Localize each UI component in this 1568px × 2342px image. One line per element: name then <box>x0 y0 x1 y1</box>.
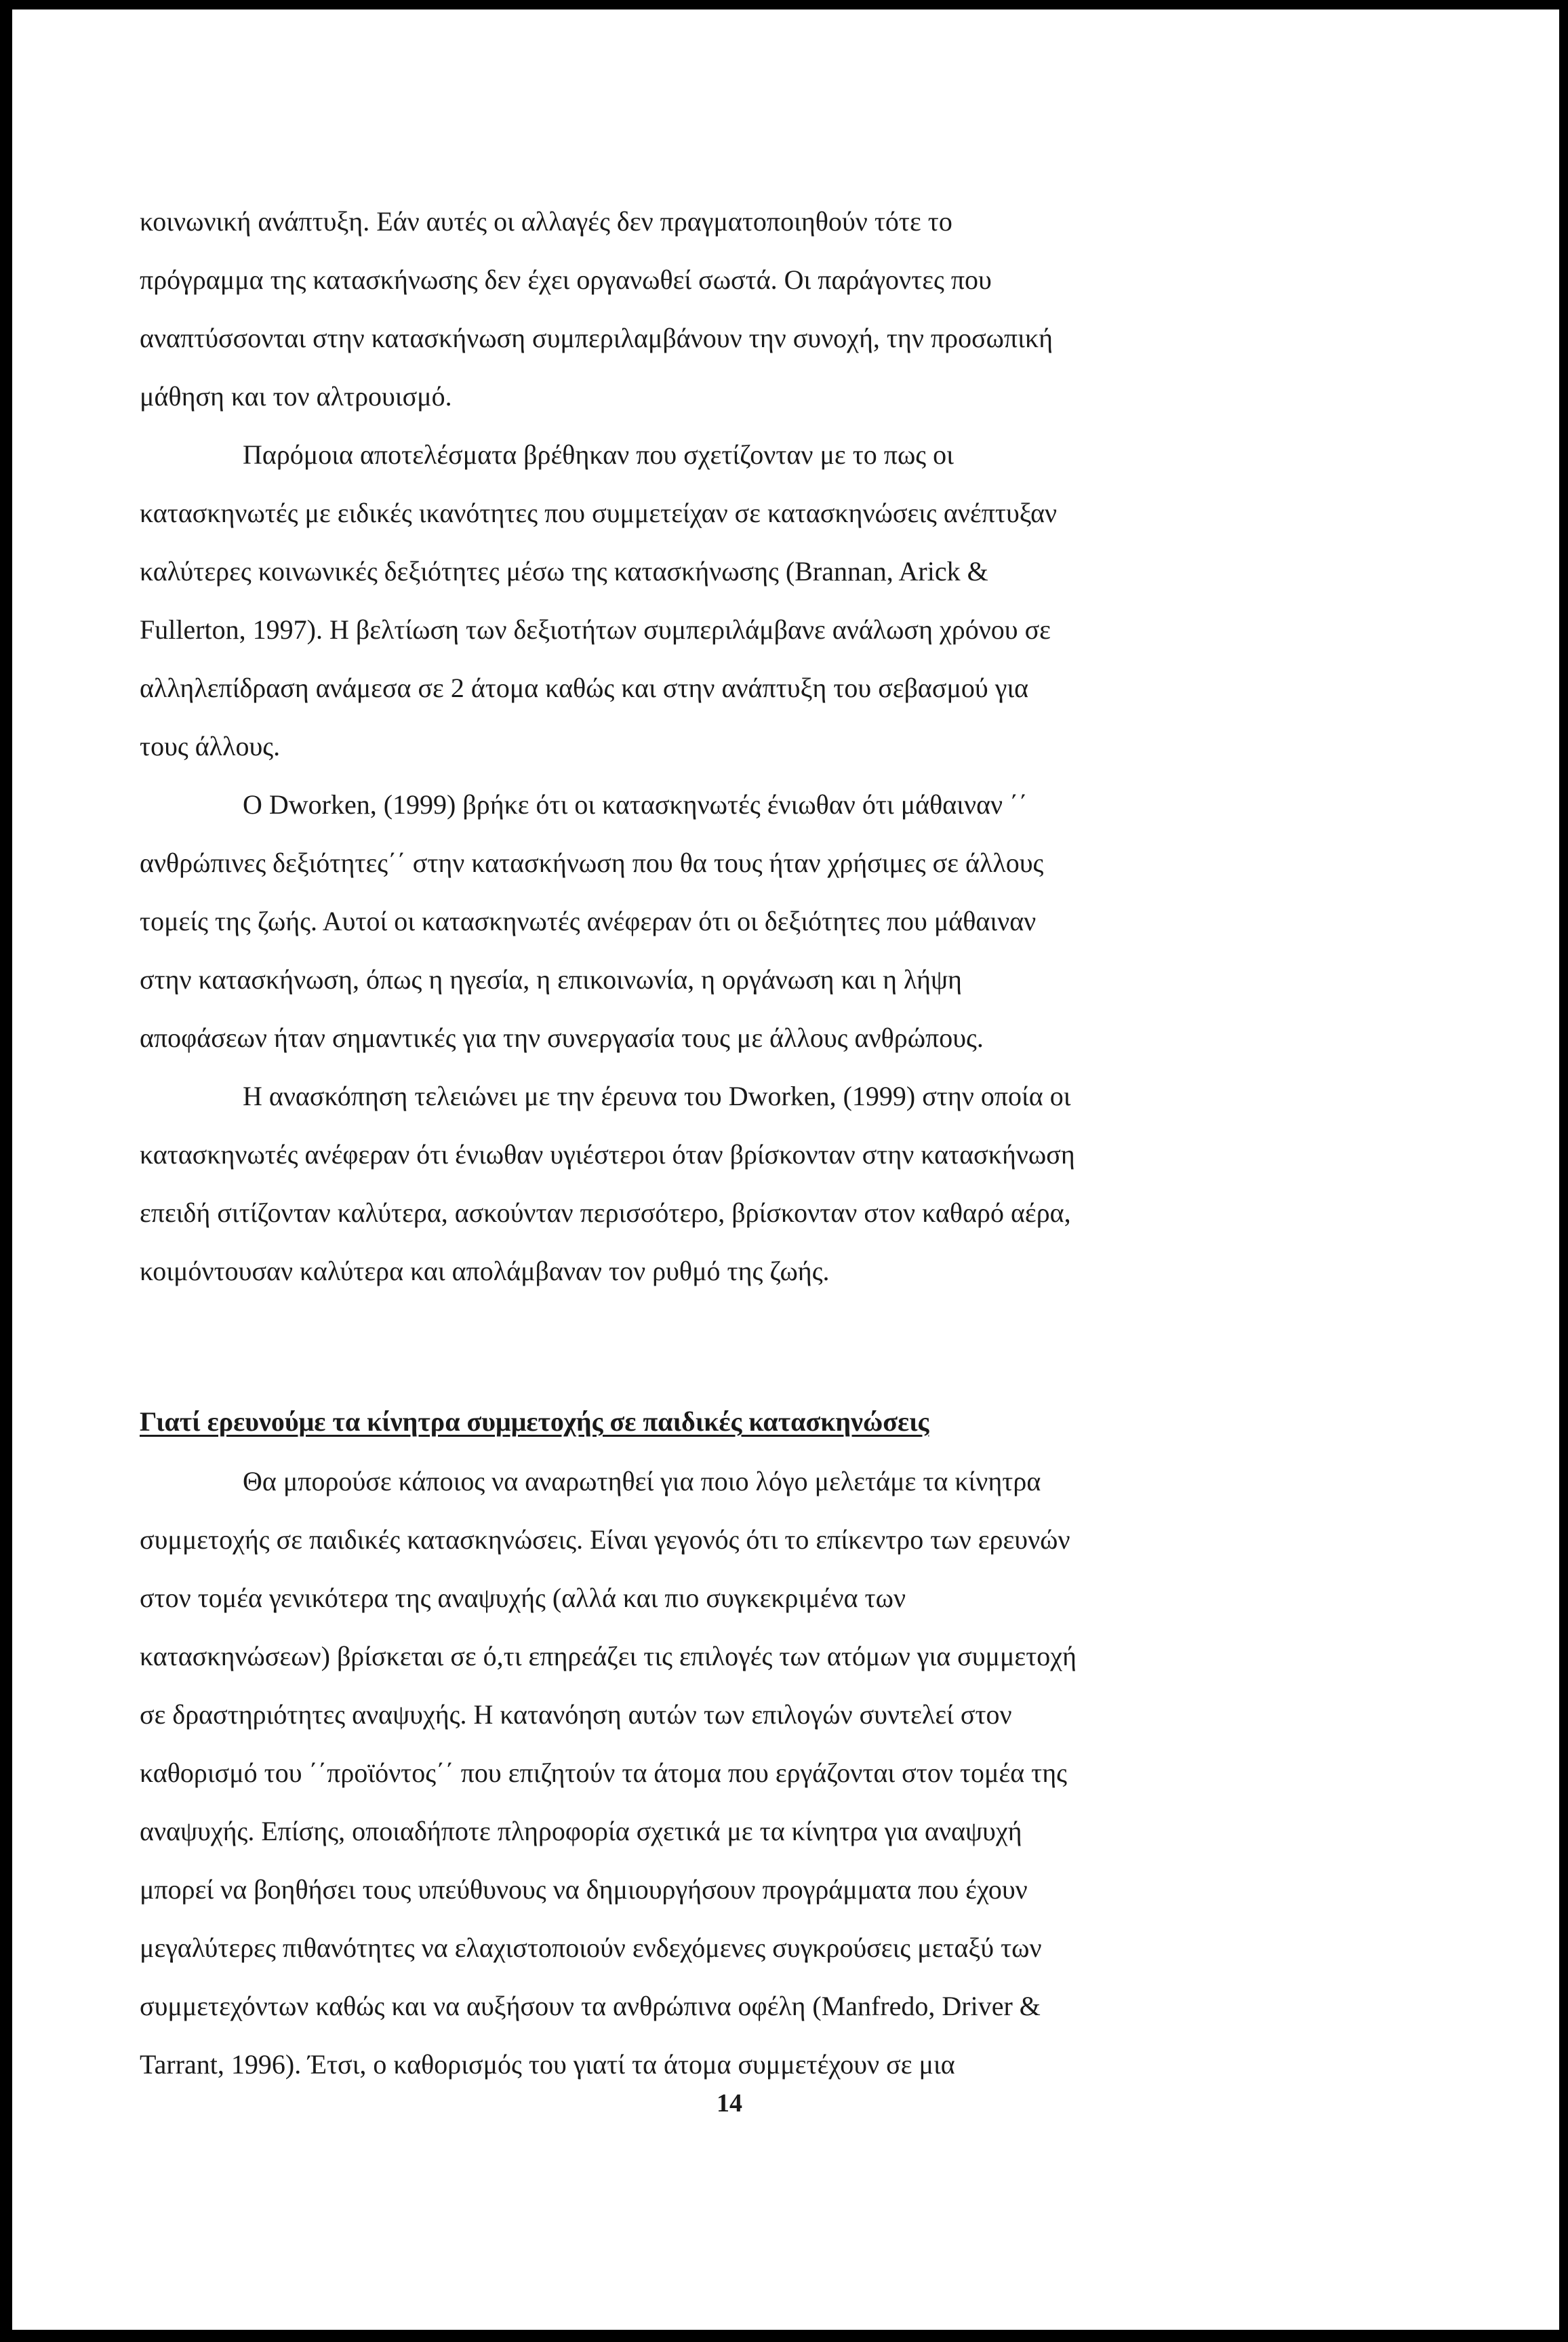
paragraph-first-line: Θα μπορούσε κάποιος να αναρωτηθεί για ποιο λόγο μελετάμε τα κίνητρα <box>243 1466 1041 1496</box>
page-number: 14 <box>717 2089 742 2118</box>
body-text-section-1 <box>140 193 1279 1301</box>
text-line: καθορισμό του ΄΄προϊόντος΄΄ που επιζητούν τα άτομα που εργάζονται στον τομέα της <box>140 1758 1068 1788</box>
text-line: μεγαλύτερες πιθανότητες να ελαχιστοποιούν ενδεχόμενες συγκρούσεις μεταξύ των <box>140 1932 1042 1963</box>
text-line: αναψυχής. Επίσης, οποιαδήποτε πληροφορία σχετικά με τα κίνητρα για αναψυχή <box>140 1816 1022 1846</box>
text-line: κατασκηνωτές ανέφεραν ότι ένιωθαν υγιέστεροι όταν βρίσκονταν στην κατασκήνωση <box>140 1139 1075 1170</box>
text-line: αναπτύσσονται στην κατασκήνωση συμπεριλαμβάνουν την συνοχή, την προσωπική <box>140 323 1053 353</box>
text-line: αλληλεπίδραση ανάμεσα σε 2 άτομα καθώς και στην ανάπτυξη του σεβασμού για <box>140 673 1029 703</box>
text-line: τους άλλους. <box>140 731 281 761</box>
body-text-section-2 <box>140 1452 1279 2094</box>
text-line: Tarrant, 1996). Έτσι, ο καθορισμός του γιατί τα άτομα συμμετέχουν σε μια <box>140 2049 955 2080</box>
text-line: στον τομέα γενικότερα της αναψυχής (αλλά και πιο συγκεκριμένα των <box>140 1583 906 1613</box>
text-line: κατασκηνωτές με ειδικές ικανότητες που συμμετείχαν σε κατασκηνώσεις ανέπτυξαν <box>140 498 1058 528</box>
section-heading <box>140 1393 1279 1451</box>
text-line: ανθρώπινες δεξιότητες΄΄ στην κατασκήνωση που θα τους ήταν χρήσιμες σε άλλους <box>140 848 1044 878</box>
text-line: Fullerton, 1997). Η βελτίωση των δεξιοτήτων συμπεριλάμβανε ανάλωση χρόνου σε <box>140 614 1051 645</box>
paragraph-first-line: Ο Dworken, (1999) βρήκε ότι οι κατασκηνωτές ένιωθαν ότι μάθαιναν ΄΄ <box>243 789 1028 820</box>
text-line: αποφάσεων ήταν σημαντικές για την συνεργασία τους με άλλους ανθρώπους. <box>140 1023 984 1053</box>
text-line: κατασκηνώσεων) βρίσκεται σε ό,τι επηρεάζει τις επιλογές των ατόμων για συμμετοχή <box>140 1641 1077 1671</box>
text-line: μπορεί να βοηθήσει τους υπεύθυνους να δημιουργήσουν προγράμματα που έχουν <box>140 1874 1028 1905</box>
text-line: επειδή σιτίζονταν καλύτερα, ασκούνταν περισσότερο, βρίσκονταν στον καθαρό αέρα, <box>140 1197 1071 1228</box>
text-line: καλύτερες κοινωνικές δεξιότητες μέσω της κατασκήνωσης (Brannan, Arick & <box>140 556 988 587</box>
text-line: κοινωνική ανάπτυξη. Εάν αυτές οι αλλαγές δεν πραγματοποιηθούν τότε το <box>140 206 952 237</box>
paragraph-first-line: Η ανασκόπηση τελειώνει με την έρευνα του Dworken, (1999) στην οποία οι <box>243 1081 1071 1111</box>
text-line: μάθηση και τον αλτρουισμό. <box>140 381 452 412</box>
document-page <box>12 9 1559 2330</box>
section-heading-text: Γιατί ερευνούμε τα κίνητρα συμμετοχής σε παιδικές κατασκηνώσεις <box>140 1406 929 1437</box>
text-line: τομείς της ζωής. Αυτοί οι κατασκηνωτές ανέφεραν ότι οι δεξιότητες που μάθαιναν <box>140 906 1037 936</box>
text-line: συμμετοχής σε παιδικές κατασκηνώσεις. Είναι γεγονός ότι το επίκεντρο των ερευνών <box>140 1524 1070 1555</box>
text-line: κοιμόντουσαν καλύτερα και απολάμβαναν τον ρυθμό της ζωής. <box>140 1256 830 1286</box>
paragraph-first-line: Παρόμοια αποτελέσματα βρέθηκαν που σχετίζονταν με το πως οι <box>243 439 954 470</box>
text-line: στην κατασκήνωση, όπως η ηγεσία, η επικοινωνία, η οργάνωση και η λήψη <box>140 964 962 995</box>
text-line: σε δραστηριότητες αναψυχής. Η κατανόηση αυτών των επιλογών συντελεί στον <box>140 1699 1012 1730</box>
text-line: συμμετεχόντων καθώς και να αυξήσουν τα ανθρώπινα οφέλη (Manfredo, Driver & <box>140 1991 1041 2021</box>
text-line: πρόγραμμα της κατασκήνωσης δεν έχει οργανωθεί σωστά. Οι παράγοντες που <box>140 264 992 295</box>
